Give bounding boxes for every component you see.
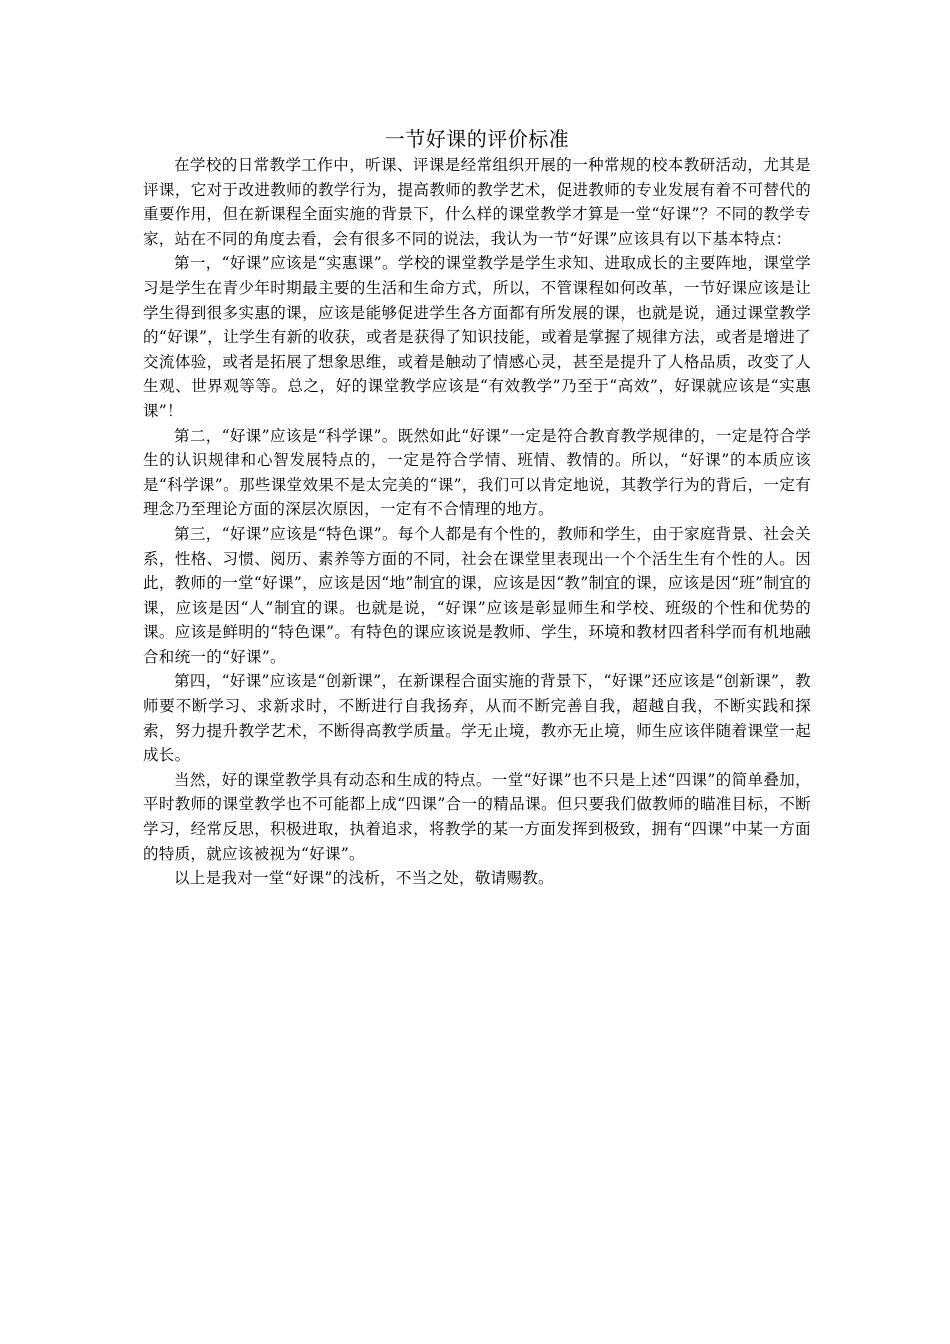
- paragraph-point-1: 第一，“好课”应该是“实惠课”。学校的课堂教学是学生求知、进取成长的主要阵地，课堂学习是学生在青少年时期最主要的生活和生命方式，所以，不管课程如何改革，一节好课应该是让学生得到很多实惠的课，应该是能够促进学生各方面都有所发展的课，也就是说，通过课堂教学的“好课”，让学生有新的收获，或者是获得了知识技能，或着是掌握了规律方法，或者是增进了交流体验，或者是拓展了想象思维，或着是触动了情感心灵，甚至是提升了人格品质，改变了人生观、世界观等等。总之，好的课堂教学应该是“有效教学”乃至于“高效”，好课就应该是“实惠课”！: [143, 254, 811, 420]
- paragraph-point-3: 第三，“好课”应该是“特色课”。每个人都是有个性的，教师和学生，由于家庭背景、社会关系，性格、习惯、阅历、素养等方面的不同，社会在课堂里表现出一个个活生生有个性的人。因此，教师的一堂“好课”，应该是因“地”制宜的课，应该是因“教”制宜的课，应该是因“班”制宜的课，应该是因“人”制宜的课。也就是说，“好课”应该是彰显师生和学校、班级的个性和优势的课。应该是鲜明的“特色课”。有特色的课应该说是教师、学生，环境和教材四者科学而有机地融合和统一的“好课”。: [143, 524, 811, 666]
- paragraph-closing: 以上是我对一堂“好课”的浅析，不当之处，敬请赐教。: [174, 869, 554, 888]
- paragraph-summary: 当然，好的课堂教学具有动态和生成的特点。一堂“好课”也不只是上述“四课”的简单叠加，平时教师的课堂教学也不可能都上成“四课”合一的精品课。但只要我们做教师的瞄准目标，不断学习，经常反思，积极进取，执着追求，将教学的某一方面发挥到极致，拥有“四课”中某一方面的特质，就应该被视为“好课”。: [143, 770, 811, 863]
- document-page: [143, 0, 811, 891]
- paragraph-point-4: 第四，“好课”应该是“创新课”，在新课程合面实施的背景下，“好课”还应该是“创新课”，教师要不断学习、求新求时，不断进行自我扬弃，从而不断完善自我，超越自我，不断实践和探索，努力提升教学艺术，不断得高教学质量。学无止境，教亦无止境，师生应该伴随着课堂一起成长。: [143, 672, 811, 765]
- paragraph-point-2: 第二，“好课”应该是“科学课”。既然如此“好课”一定是符合教育教学规律的，一定是符合学生的认识规律和心智发展特点的，一定是符合学情、班情、教情的。所以，“好课”的本质应该是“科学课”。那些课堂效果不是太完美的“课”，我们可以肯定地说，其教学行为的背后，一定有理念乃至理论方面的深层次原因，一定有不合情理的地方。: [143, 426, 811, 519]
- paragraph-intro: 在学校的日常教学工作中，听课、评课是经常组织开展的一种常规的校本教研活动，尤其是评课，它对于改进教师的教学行为，提高教师的教学艺术，促进教师的专业发展有着不可替代的重要作用，但在新课程全面实施的背景下，什么样的课堂教学才算是一堂“好课”？不同的教学专家，站在不同的角度去看，会有很多不同的说法，我认为一节“好课”应该具有以下基本特点：: [143, 156, 811, 248]
- document-title: 一节好课的评价标准: [384, 127, 570, 151]
